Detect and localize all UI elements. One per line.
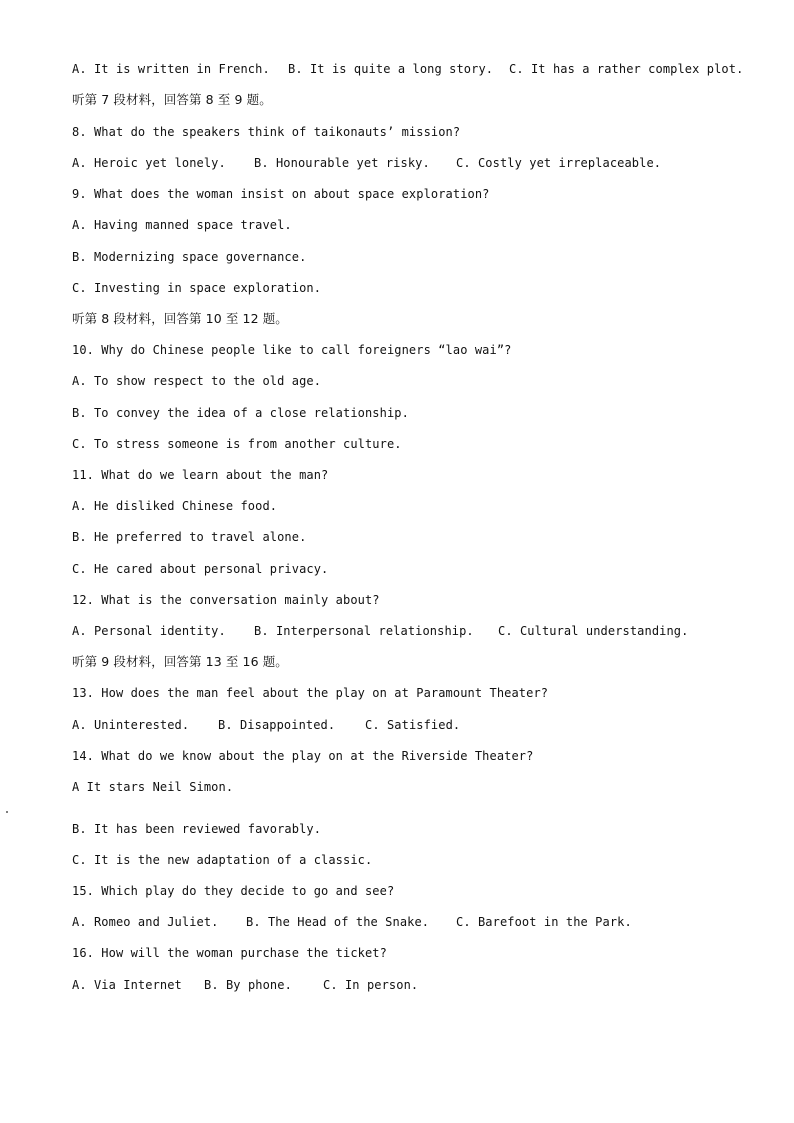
option-choice: B. Honourable yet risky. bbox=[254, 156, 430, 170]
question-text: 11. What do we learn about the man? bbox=[72, 468, 329, 482]
question-text: 9. What does the woman insist on about space exploration? bbox=[72, 187, 490, 201]
question-text: 8. What do the speakers think of taikonauts’ mission? bbox=[72, 125, 461, 139]
option-choice: C. Costly yet irreplaceable. bbox=[456, 156, 662, 170]
option-choice: B. Interpersonal relationship. bbox=[254, 624, 474, 638]
option-choice: A. Uninterested. bbox=[72, 718, 190, 732]
option-choice: A. Romeo and Juliet. bbox=[72, 915, 219, 929]
option-choice: C. Investing in space exploration. bbox=[72, 281, 322, 295]
option-choice: A. To show respect to the old age. bbox=[72, 374, 322, 388]
option-choice: B. It is quite a long story. bbox=[288, 62, 494, 76]
option-choice: A It stars Neil Simon. bbox=[72, 780, 234, 794]
option-choice: C. Satisfied. bbox=[365, 718, 461, 732]
section-heading: 听第 9 段材料，回答第 13 至 16 题。 bbox=[72, 654, 288, 669]
option-choice: C. To stress someone is from another culture. bbox=[72, 437, 402, 451]
option-choice: B. He preferred to travel alone. bbox=[72, 530, 307, 544]
option-choice: A. Heroic yet lonely. bbox=[72, 156, 226, 170]
question-text: 15. Which play do they decide to go and see? bbox=[72, 884, 395, 898]
option-choice: A. He disliked Chinese food. bbox=[72, 499, 278, 513]
option-choice: B. Modernizing space governance. bbox=[72, 250, 307, 264]
option-choice: C. Barefoot in the Park. bbox=[456, 915, 632, 929]
option-choice: C. In person. bbox=[323, 978, 419, 992]
option-choice: C. Cultural understanding. bbox=[498, 624, 689, 638]
option-choice: C. He cared about personal privacy. bbox=[72, 562, 329, 576]
option-choice: A. Personal identity. bbox=[72, 624, 226, 638]
option-choice: B. Disappointed. bbox=[218, 718, 336, 732]
question-text: 10. Why do Chinese people like to call foreigners “lao wai”? bbox=[72, 343, 512, 357]
option-choice: A. It is written in French. bbox=[72, 62, 270, 76]
question-text: 14. What do we know about the play on at the Riverside Theater? bbox=[72, 749, 534, 763]
option-choice: B. It has been reviewed favorably. bbox=[72, 822, 322, 836]
option-choice: C. It has a rather complex plot. bbox=[509, 62, 744, 76]
option-choice: A. Via Internet bbox=[72, 978, 182, 992]
section-heading: 听第 8 段材料，回答第 10 至 12 题。 bbox=[72, 311, 288, 326]
question-text: 12. What is the conversation mainly about? bbox=[72, 593, 380, 607]
option-choice: B. The Head of the Snake. bbox=[246, 915, 430, 929]
option-choice: B. By phone. bbox=[204, 978, 292, 992]
option-choice: A. Having manned space travel. bbox=[72, 218, 292, 232]
option-choice: B. To convey the idea of a close relationship. bbox=[72, 406, 409, 420]
option-choice: C. It is the new adaptation of a classic. bbox=[72, 853, 373, 867]
stray-mark bbox=[6, 811, 8, 813]
question-text: 13. How does the man feel about the play on at Paramount Theater? bbox=[72, 686, 549, 700]
section-heading: 听第 7 段材料，回答第 8 至 9 题。 bbox=[72, 92, 272, 107]
question-text: 16. How will the woman purchase the ticket? bbox=[72, 946, 387, 960]
